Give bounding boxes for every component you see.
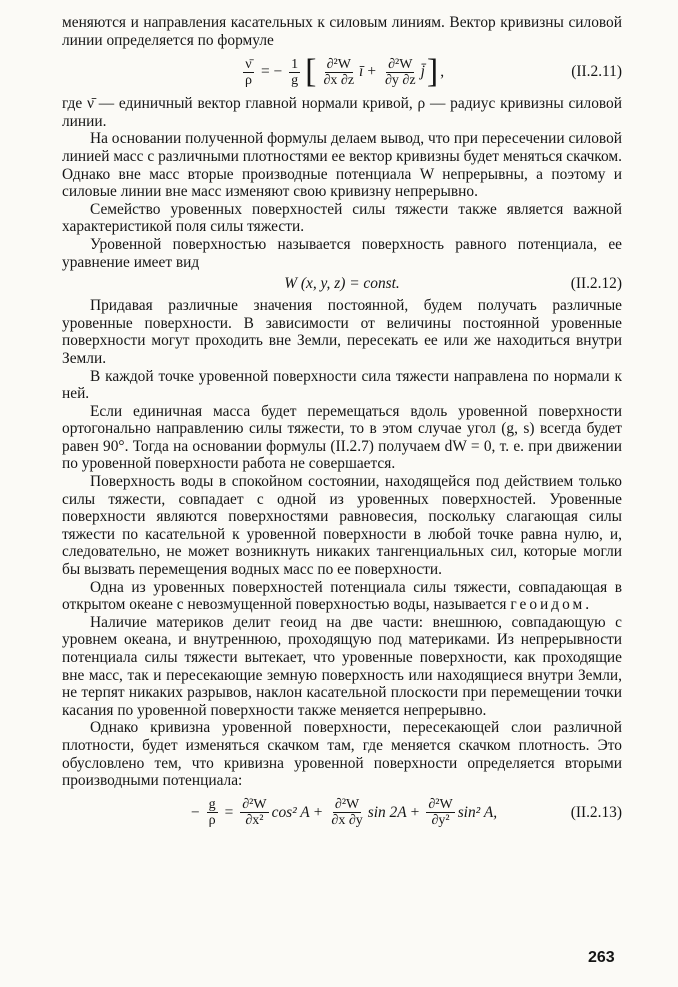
paragraph-10: Одна из уровенных поверхностей потенциала силы тяжести, совпадающая в открытом океане с невозмущенной поверхностью воды, называется геоидом. — [62, 578, 622, 614]
equation-number-ii-2-12: (II.2.12) — [570, 275, 622, 293]
eq1-unit-j: j̄ — [420, 63, 425, 81]
equation-ii-2-13 — [62, 790, 622, 836]
eq1-right-bracket: ] — [426, 53, 439, 91]
eq3-term-cos: cos² A — [271, 803, 310, 821]
eq1-derivative-xz: $\frac{\text{∂²W}}{\partial x \partial z}$ — [323, 56, 355, 88]
eq3-equals: = — [224, 803, 234, 821]
equation-ii-2-11 — [62, 49, 622, 95]
paragraph-5: Уровенной поверхностью называется поверхность равного потенциала, ее уравнение имеет вид — [62, 235, 622, 271]
eq1-equals: = − — [260, 63, 283, 81]
paragraph-9: Поверхность воды в спокойном состоянии, находящейся под действием только силы тяжести, совпадает с одной из уровенных поверхностей. Уровенные поверхности являются поверхностями равновесия, поскольку слагающая силы тяжести по касательной к уровенной поверхности в любой точке равна нулю, и, следовательно, не может возникнуть никаких тангенциальных сил, которые могли бы вызвать перемещения водных масс по ее поверхности. — [62, 473, 622, 579]
eq2-expression: W (x, y, z) = const. — [284, 275, 400, 293]
eq1-lhs-fraction: $\frac{\nū}{\rho}$ — [244, 56, 252, 88]
paragraph-11: Наличие материков делит геоид на две части: внешнюю, совпадающую с уровнем океана, и внутреннюю, проходящую под материками. Из непрерывности потенциала силы тяжести вытекает, что уровенные поверхности, как проходящие вне масс, так и пересекающие земную поверхность или находящиеся внутри Земли, не терпят никаких разрывов, наклон касательной плоскости при перемещении точки касания по уровенной поверхности также меняется непрерывно. — [62, 613, 622, 719]
equation-number-ii-2-13: (II.2.13) — [570, 803, 622, 821]
eq1-plus: + — [367, 63, 377, 81]
paragraph-4: Семейство уровенных поверхностей силы тяжести также является важной характеристикой поля силы тяжести. — [62, 200, 622, 236]
paragraph-2: где ν̄ — единичный вектор главной нормали кривой, ρ — радиус кривизны силовой линии. — [62, 95, 622, 130]
eq1-coef-fraction: $\frac{1}{g}$ — [291, 56, 299, 88]
eq1-derivative-yz: $\frac{\text{∂²W}}{\partial y \partial z}$ — [385, 56, 416, 88]
page-number: 263 — [588, 949, 615, 966]
paragraph-3: На основании полученной формулы делаем вывод, что при пересечении силовой линией масс с различными плотностями ее вектор кривизны будет меняться скачком. Однако вне масс вторые производные потенциала W непрерывны, а поэтому и силовые линии вне масс изменяют свою кривизну непрерывно. — [62, 130, 622, 201]
eq3-lhs-fraction: $\frac{g}{\rho}$ — [208, 797, 216, 829]
paragraph-6: Придавая различные значения постоянной, будем получать различные уровенные поверхности. В зависимости от величины постоянной уровенные поверхности могут проходить вне Земли, пересекать ее или же находиться внутри Земли. — [62, 297, 622, 367]
term-geoid: геоидом — [510, 596, 586, 614]
equation-ii-2-12 — [62, 271, 622, 297]
eq1-unit-i: ī — [359, 63, 364, 81]
eq1-left-bracket: [ — [305, 53, 317, 91]
eq3-derivative-xy: $\frac{\text{∂²W}}{\partial x \partial y}$ — [331, 797, 363, 829]
eq3-derivative-yy: $\frac{\text{∂²W}}{\text{∂y²}}$ — [428, 797, 453, 829]
eq3-plus-1: + — [313, 803, 323, 821]
eq3-derivative-xx: $\frac{\text{∂²W}}{\text{∂x²}}$ — [242, 797, 267, 829]
eq3-plus-2: + — [410, 803, 420, 821]
eq3-term-sin-sq: sin² A, — [457, 803, 498, 821]
paragraph-12: Однако кривизна уровенной поверхности, пересекающей слои различной плотности, будет изменяться скачком там, где меняется скачком плотность. Это обусловлено тем, что кривизна уровенной поверхности определяется вторыми производными потенциала: — [62, 719, 622, 790]
eq3-minus: − — [190, 803, 200, 821]
paragraph-8: Если единичная масса будет перемещаться вдоль уровенной поверхности ортогонально направлению силы тяжести, то в этом случае угол (g, s) всегда будет равен 90°. Тогда на основании формулы (II.2.7) получаем dW = 0, т. е. при движении по уровенной поверхности работа не совершается. — [62, 402, 622, 473]
paragraph-1: меняются и направления касательных к силовым линиям. Вектор кривизны силовой линии определяется по формуле — [62, 14, 622, 49]
paragraph-7: В каждой точке уровенной поверхности сила тяжести направлена по нормали к ней. — [62, 367, 622, 403]
eq3-term-sin2a: sin 2A — [367, 803, 407, 821]
equation-number-ii-2-11: (II.2.11) — [571, 63, 622, 81]
page-text — [62, 14, 622, 836]
eq1-comma: , — [440, 63, 445, 81]
